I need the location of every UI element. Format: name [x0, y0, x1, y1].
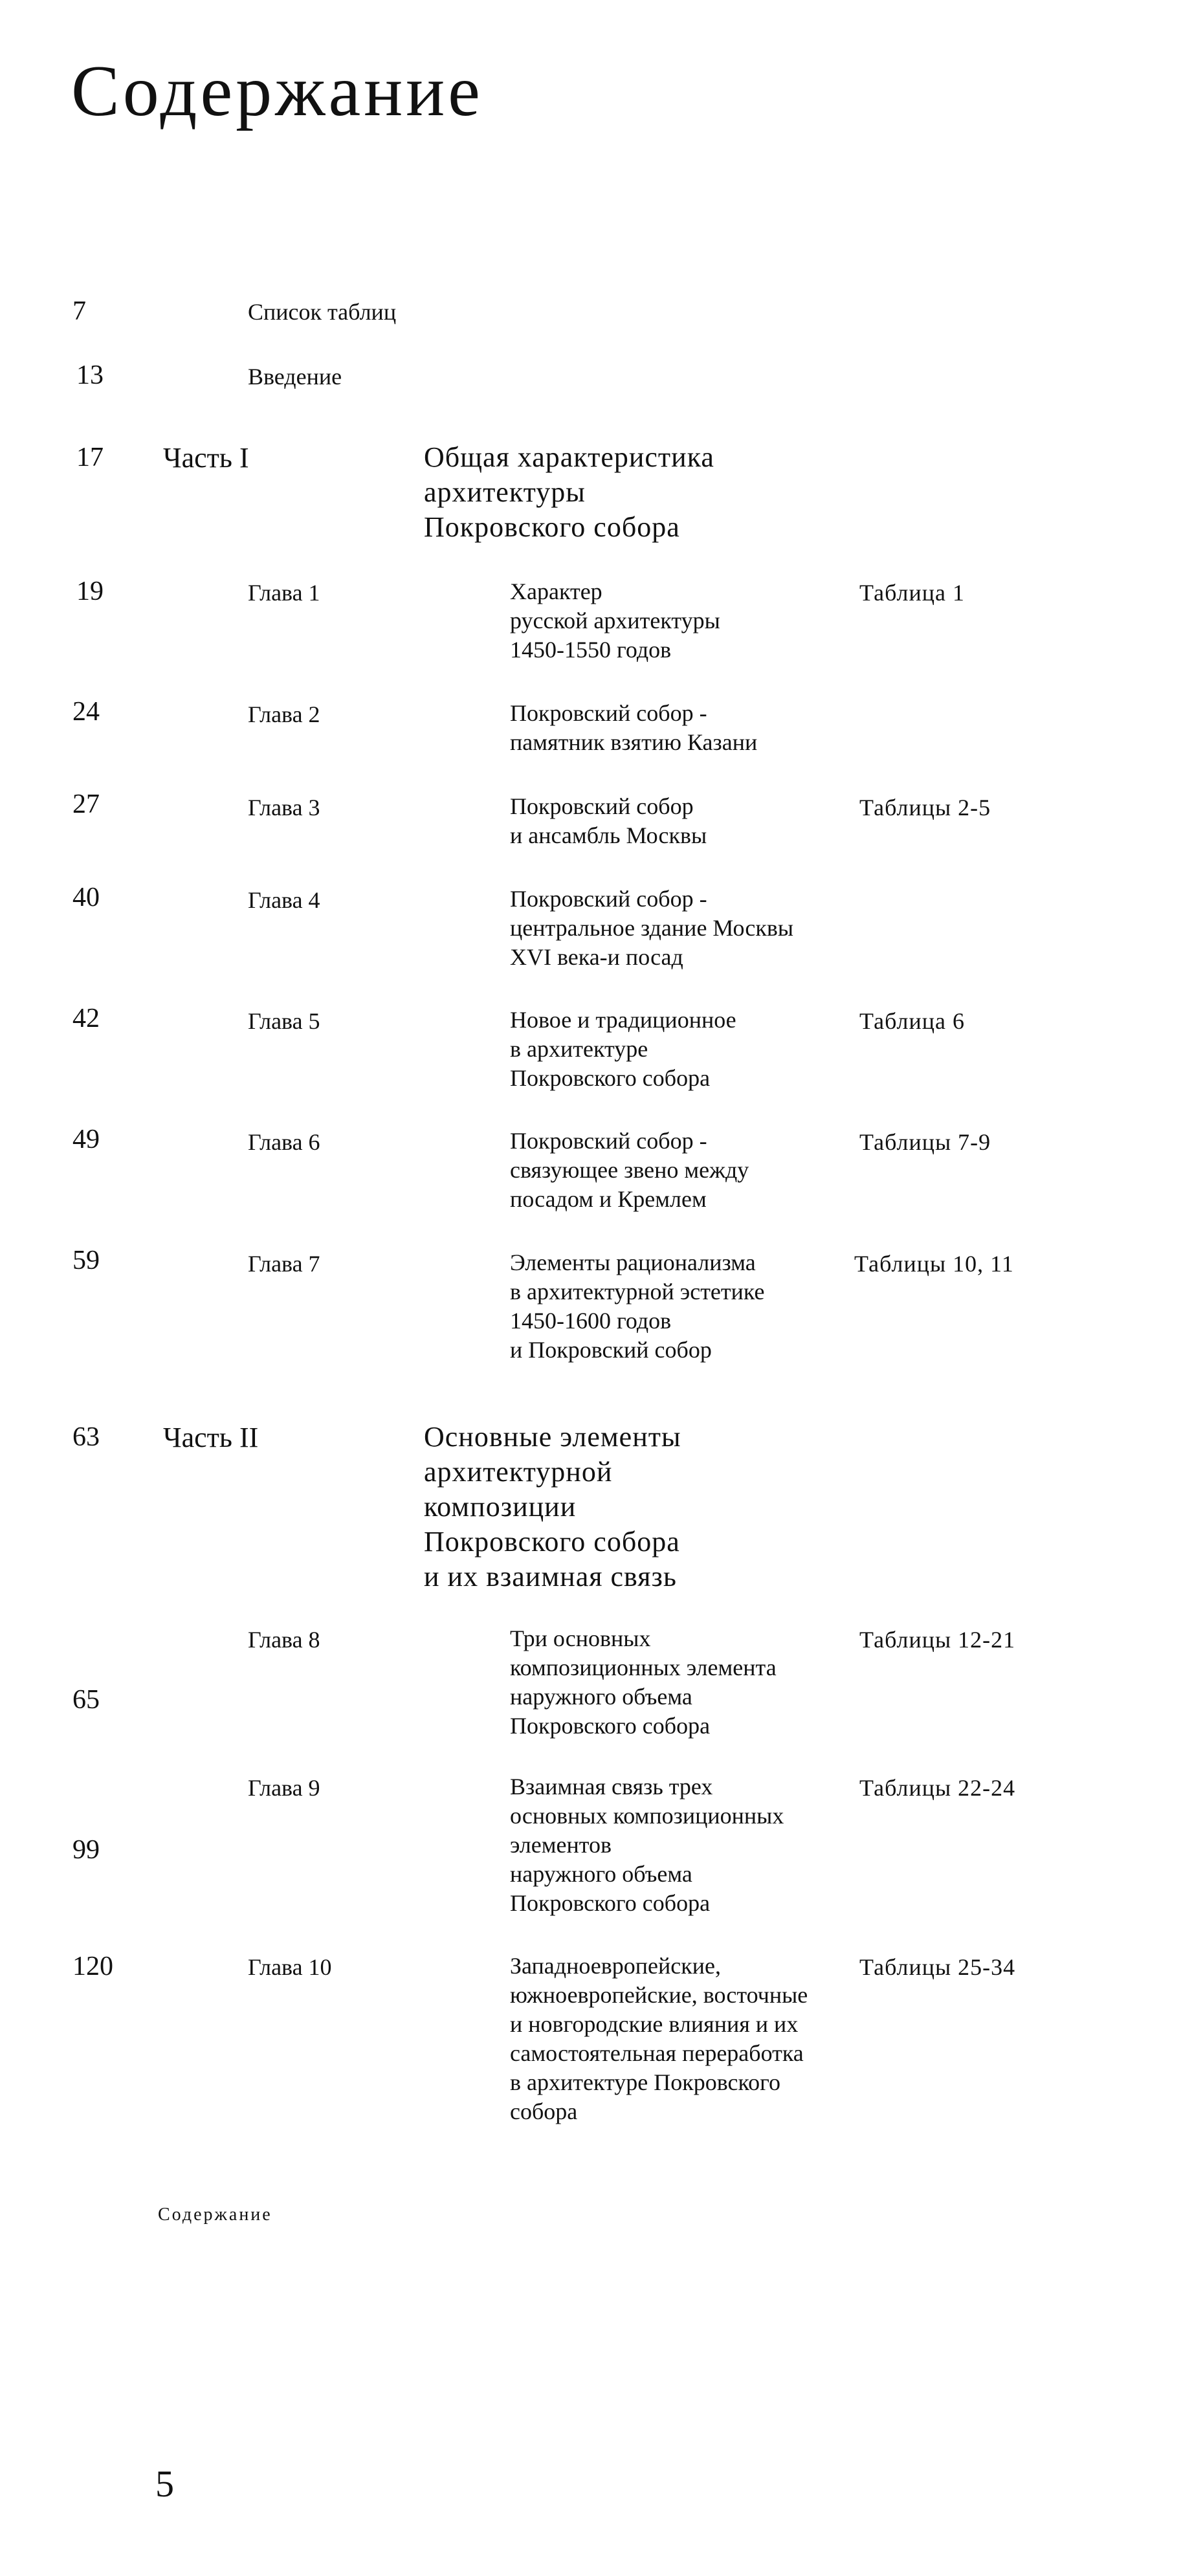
title-line: композиционных элемента [510, 1655, 777, 1680]
title-line: Покровского собора [424, 511, 680, 543]
toc-page-ch8: 65 [72, 1685, 100, 1715]
toc-label-part2: Часть II [163, 1422, 259, 1453]
toc-label-ch3: Глава 3 [248, 795, 320, 820]
title-line: Три основных [510, 1625, 651, 1651]
toc-page-ch9: 99 [72, 1835, 100, 1865]
toc-label-ch6: Глава 6 [248, 1129, 320, 1155]
toc-page-part1: 17 [76, 443, 104, 472]
toc-tables-ch3: Таблицы 2-5 [859, 795, 991, 820]
toc-label-ch1: Глава 1 [248, 580, 320, 606]
title-line: русской архитектуры [510, 608, 720, 633]
toc-title-ch4 [510, 885, 793, 972]
title-line: Характер [510, 578, 602, 604]
title-line: архитектуры [424, 476, 586, 508]
title-line: Общая характеристика [424, 441, 714, 473]
toc-page-ch4: 40 [72, 883, 100, 912]
title-line: Покровского собора [424, 1526, 680, 1558]
toc-page-ch5: 42 [72, 1004, 100, 1033]
title-line: архитектурной [424, 1456, 613, 1488]
title-line: памятник взятию Казани [510, 729, 758, 755]
title-line: Покровский собор - [510, 700, 707, 726]
toc-page-intro: 13 [76, 360, 104, 390]
toc-tables-ch6: Таблицы 7-9 [859, 1129, 991, 1155]
toc-tables-ch1: Таблица 1 [859, 580, 965, 606]
page-number: 5 [155, 2463, 174, 2505]
toc-title-ch3 [510, 792, 707, 850]
title-line: южноевропейские, восточные [510, 1982, 808, 2008]
running-head: Содержание [158, 2205, 272, 2225]
title-line: Покровского собора [510, 1065, 711, 1091]
toc-page-ch3: 27 [72, 789, 100, 819]
title-line: Покровского собора [510, 1890, 711, 1916]
toc-label-ch5: Глава 5 [248, 1008, 320, 1034]
title-line: Покровский собор - [510, 1128, 707, 1154]
title-line: собора [510, 2098, 578, 2124]
toc-label-ch8: Глава 8 [248, 1627, 320, 1653]
title-line: наружного объема [510, 1684, 692, 1710]
toc-title-ch6 [510, 1127, 749, 1214]
title-line: элементов [510, 1832, 612, 1858]
title-line: Элементы рационализма [510, 1249, 756, 1275]
toc-tables-ch9: Таблицы 22-24 [859, 1775, 1016, 1801]
title-line: и ансамбль Москвы [510, 822, 707, 848]
title-line: в архитектуре [510, 1036, 648, 1062]
title-line: XVI века-и посад [510, 944, 683, 970]
toc-title-part2 [424, 1420, 681, 1594]
title-line: 1450-1550 годов [510, 637, 672, 663]
toc-label-ch4: Глава 4 [248, 887, 320, 913]
toc-page-ch2: 24 [72, 697, 100, 727]
title-line: в архитектуре Покровского [510, 2069, 780, 2095]
title-line: Западноевропейские, [510, 1953, 722, 1979]
title-line: Покровского собора [510, 1713, 711, 1739]
toc-label-list-tables: Список таблиц [248, 299, 397, 325]
toc-title-ch7 [510, 1248, 764, 1365]
toc-label-ch10: Глава 10 [248, 1954, 332, 1980]
title-line: самостоятельная переработка [510, 2040, 804, 2066]
title-line: и их взаимная связь [424, 1561, 677, 1592]
title-line: Взаимная связь трех [510, 1774, 713, 1800]
toc-label-ch7: Глава 7 [248, 1251, 320, 1277]
toc-title-ch8 [510, 1624, 777, 1741]
title-line: в архитектурной эстетике [510, 1279, 765, 1305]
toc-title-ch5 [510, 1006, 736, 1093]
toc-label-intro: Введение [248, 364, 342, 390]
toc-title-ch10 [510, 1952, 808, 2126]
title-line: связующее звено между [510, 1157, 749, 1183]
toc-title-ch2 [510, 699, 757, 757]
title-line: центральное здание Москвы [510, 915, 794, 941]
toc-label-ch2: Глава 2 [248, 701, 320, 727]
title-line: Покровский собор [510, 793, 694, 819]
title-line: основных композиционных [510, 1803, 784, 1829]
title-line: Новое и традиционное [510, 1007, 736, 1033]
title-line: и новгородские влияния и их [510, 2011, 799, 2037]
toc-label-ch9: Глава 9 [248, 1775, 320, 1801]
title-line: наружного объема [510, 1861, 692, 1887]
toc-page-list-tables: 7 [72, 296, 86, 326]
toc-page-ch7: 59 [72, 1246, 100, 1275]
toc-label-part1: Часть I [163, 442, 249, 474]
toc-title-ch9 [510, 1772, 784, 1918]
toc-title-part1 [424, 440, 714, 545]
toc-page-ch10: 120 [72, 1952, 113, 1981]
toc-tables-ch8: Таблицы 12-21 [859, 1627, 1016, 1653]
toc-page-ch6: 49 [72, 1125, 100, 1154]
title-line: композиции [424, 1491, 577, 1523]
page-title: Содержание [71, 51, 483, 131]
toc-tables-ch10: Таблицы 25-34 [859, 1954, 1016, 1980]
title-line: посадом и Кремлем [510, 1186, 707, 1212]
toc-tables-ch5: Таблица 6 [859, 1008, 965, 1034]
toc-title-ch1 [510, 577, 720, 665]
title-line: 1450-1600 годов [510, 1308, 672, 1334]
title-line: Основные элементы [424, 1421, 681, 1453]
toc-tables-ch7: Таблицы 10, 11 [854, 1251, 1014, 1277]
title-line: и Покровский собор [510, 1337, 712, 1363]
title-line: Покровский собор - [510, 886, 707, 912]
toc-page-ch1: 19 [76, 577, 104, 606]
toc-page-part2: 63 [72, 1422, 100, 1452]
